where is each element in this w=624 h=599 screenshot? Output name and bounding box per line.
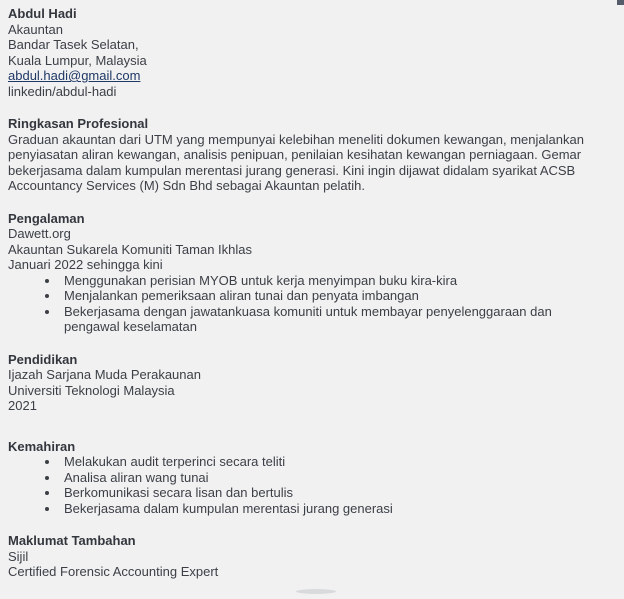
experience-bullet: • Menggunakan perisian MYOB untuk kerja menyimpan buku kira-kira [60, 273, 604, 289]
education-year: 2021 [8, 398, 37, 413]
experience-period: Januari 2022 sehingga kini [8, 257, 163, 272]
experience-role: Akauntan Sukarela Komuniti Taman Ikhlas [8, 241, 253, 257]
skills-bullet: • Bekerjasama dalam kumpulan merentasi jurang generasi [60, 501, 604, 517]
section-additional [8, 533, 610, 580]
experience-heading: Pengalaman [8, 210, 85, 226]
skills-bullet: • Melakukan audit terperinci secara teliti [60, 454, 604, 470]
corner-artifact [617, 0, 624, 5]
section-education [8, 352, 610, 414]
experience-bullet: • Menjalankan pemeriksaan aliran tunai dan penyata imbangan [60, 288, 604, 304]
education-degree: Ijazah Sarjana Muda Perakaunan [8, 367, 201, 382]
summary-body: Graduan akauntan dari UTM yang mempunyai kelebihan meneliti dokumen kewangan, menjalankan penyiasatan aliran kewangan, analisis penipuan, penilaian kesihatan kewangan perniagaan. Gemar bekerjasama dalam kumpulan merentasi jurang generasi. Kini ingin dijawat didalam syarikat ACSB Accountancy Services (M) Sdn Bhd sebagai Akauntan pelatih. [8, 131, 584, 193]
experience-bullet-list [8, 273, 610, 335]
skills-bullet-list [8, 454, 610, 516]
email-link[interactable]: abdul.hadi@gmail.com [8, 68, 141, 83]
certificate-name: Certified Forensic Accounting Expert [8, 564, 219, 579]
education-institution: Universiti Teknologi Malaysia [8, 382, 175, 398]
skills-bullet: • Berkomunikasi secara lisan dan bertulis [60, 485, 604, 501]
education-heading: Pendidikan [8, 351, 78, 367]
additional-subheading: Sijil [8, 548, 29, 564]
person-name: Abdul Hadi [8, 6, 77, 21]
bottom-smudge-artifact [296, 589, 336, 594]
section-skills [8, 439, 610, 517]
skills-heading: Kemahiran [8, 438, 76, 454]
section-experience [8, 211, 610, 335]
address-line-2: Kuala Lumpur, Malaysia [8, 52, 147, 68]
additional-heading: Maklumat Tambahan [8, 533, 136, 548]
address-line-1: Bandar Tasek Selatan, [8, 37, 139, 52]
experience-bullet: • Bekerjasama dengan jawatankuasa komuniti untuk membayar penyelenggaraan dan pengawal keselamatan [60, 304, 604, 335]
experience-organization: Dawett.org [8, 226, 71, 241]
section-summary [8, 116, 610, 194]
contact-header [8, 6, 610, 99]
skills-bullet: • Analisa aliran wang tunai [60, 470, 604, 486]
summary-heading: Ringkasan Profesional [8, 116, 149, 131]
linkedin-handle: linkedin/abdul-hadi [8, 83, 117, 99]
job-title: Akauntan [8, 21, 63, 37]
